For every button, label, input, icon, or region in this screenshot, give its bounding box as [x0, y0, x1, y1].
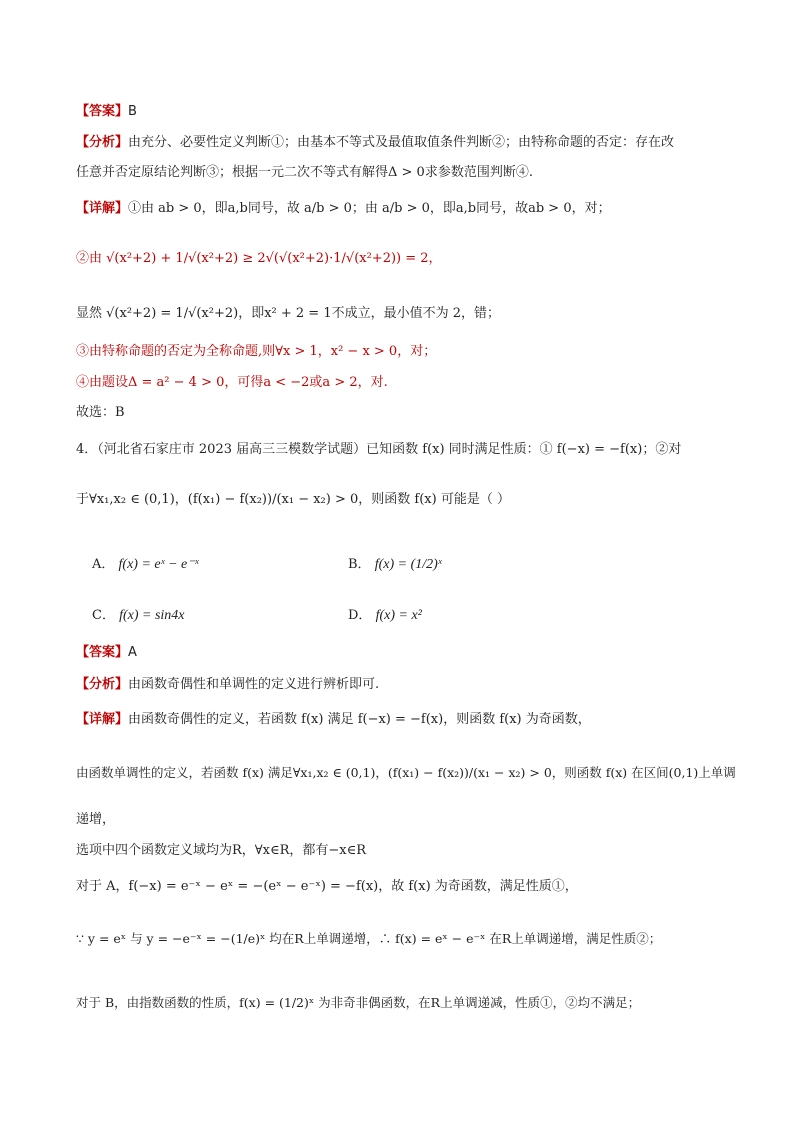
q4-option-a: [92, 556, 199, 574]
q4-option-c: [92, 607, 185, 625]
option-formula: f(x) = (1/2)ˣ: [374, 557, 442, 572]
detail-tag: 【详解】: [76, 712, 129, 727]
option-formula: f(x) = x²: [375, 608, 422, 623]
q4-stem-line-2: 于∀x₁,x₂ ∈ (0,1)，(f(x₁) − f(x₂))/(x₁ − x₂) > 0，则函数 f(x) 可能是（ ）: [76, 492, 510, 507]
q4-stem-line-1: 4．（河北省石家庄市 2023 届高三三模数学试题）已知函数 f(x) 同时满足性质：① f(−x) = −f(x)；②对: [76, 442, 682, 457]
detail-text: ①由 ab > 0，即a,b同号，故 a/b > 0；由 a/b > 0，即a,b同号，故ab > 0，对；: [128, 201, 611, 216]
q4-detail-line-1: [76, 711, 591, 729]
q3-choose-line: 故选：B: [76, 405, 125, 420]
q4-detail-line-2: 由函数单调性的定义，若函数 f(x) 满足∀x₁,x₂ ∈ (0,1)，(f(x₁) − f(x₂))/(x₁ − x₂) > 0，则函数 f(x) 在区间(0,1)上单调: [76, 765, 736, 780]
analysis-text: 由充分、必要性定义判断①；由基本不等式及最值取值条件判断②；由特称命题的否定：存在改: [128, 135, 675, 150]
q3-detail-line-5: ④由题设Δ = a² − 4 > 0，可得a < −2或a > 2，对.: [76, 375, 388, 390]
q3-detail-line-1: [76, 200, 611, 218]
q4-option-b: [348, 556, 442, 574]
q4-detail-line-4: 选项中四个函数定义域均为R，∀x∈R，都有−x∈R: [76, 843, 367, 858]
q3-analysis-line-2: 任意并否定原结论判断③；根据一元二次不等式有解得Δ > 0求参数范围判断④.: [76, 165, 533, 180]
q3-detail-line-2: ②由 √(x²+2) + 1/√(x²+2) ≥ 2√(√(x²+2)·1/√(x²+2)) = 2，: [76, 251, 442, 266]
option-label: B．: [348, 557, 371, 572]
option-formula: f(x) = eˣ − e⁻ˣ: [118, 557, 199, 572]
q3-detail-line-3: 显然 √(x²+2) = 1/√(x²+2)，即x² + 2 = 1不成立，最小值不为 2，错；: [76, 306, 501, 321]
q4-option-d: [348, 607, 422, 625]
q4-detail-line-5: 对于 A，f(−x) = e⁻ˣ − eˣ = −(eˣ − e⁻ˣ) = −f(x)，故 f(x) 为奇函数，满足性质①，: [76, 879, 578, 894]
q4-answer-line: [76, 644, 137, 662]
q4-detail-line-6: ∵ y = eˣ 与 y = −e⁻ˣ = −(1/e)ˣ 均在R上单调递增，∴ f(x) = eˣ − e⁻ˣ 在R上单调递增，满足性质②；: [76, 931, 662, 946]
detail-tag: 【详解】: [76, 201, 129, 216]
q3-answer-line: [76, 103, 137, 121]
answer-value: B: [128, 104, 137, 119]
option-label: C．: [92, 608, 115, 623]
q3-analysis-line-1: [76, 134, 674, 152]
option-label: D．: [348, 608, 372, 623]
option-label: A．: [92, 557, 115, 572]
answer-tag: 【答案】: [76, 104, 129, 119]
analysis-tag: 【分析】: [76, 677, 129, 692]
q4-analysis-line: [76, 676, 379, 694]
analysis-text: 由函数奇偶性和单调性的定义进行辨析即可.: [128, 677, 380, 692]
answer-value: A: [128, 645, 137, 660]
analysis-tag: 【分析】: [76, 135, 129, 150]
detail-text: 由函数奇偶性的定义，若函数 f(x) 满足 f(−x) = −f(x)，则函数 f(x) 为奇函数，: [128, 712, 591, 727]
q4-detail-line-3: 递增，: [76, 812, 116, 827]
q4-detail-line-7: 对于 B，由指数函数的性质，f(x) = (1/2)ˣ 为非奇非偶函数，在R上单调递减，性质①，②均不满足；: [76, 995, 641, 1010]
q3-detail-line-4: ③由特称命题的否定为全称命题,则∀x > 1，x² − x > 0，对；: [76, 344, 437, 359]
answer-tag: 【答案】: [76, 645, 129, 660]
option-formula: f(x) = sin4x: [119, 608, 185, 623]
